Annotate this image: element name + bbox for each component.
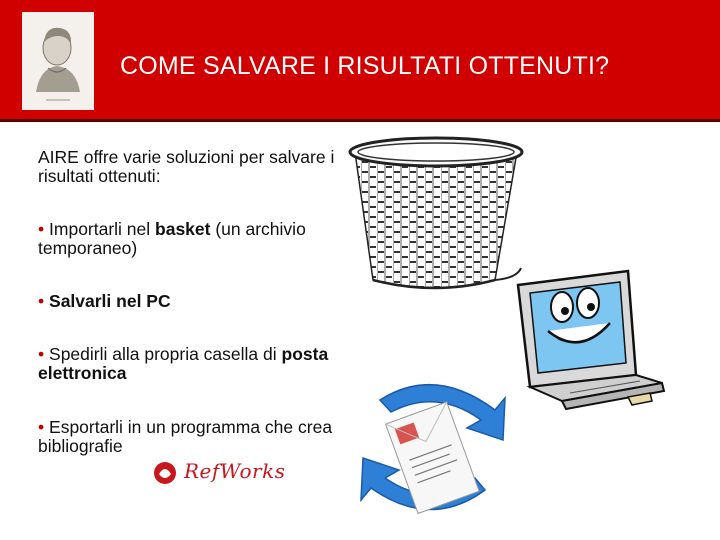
item-bold: basket — [155, 219, 211, 239]
item-text: (un archivio temporaneo) — [38, 219, 306, 258]
mail-icon — [345, 370, 520, 535]
bullet-icon: • — [38, 344, 45, 364]
laptop-icon — [510, 265, 670, 425]
item-text: Esportarli in un programma che crea bibliografie — [38, 417, 333, 456]
refworks-mark-icon — [150, 458, 180, 488]
refworks-logo-text: RefWorks — [184, 459, 286, 483]
list-item — [38, 418, 358, 456]
bullet-icon: • — [38, 219, 45, 239]
list-item — [38, 292, 358, 311]
list-item — [38, 345, 358, 383]
refworks-logo — [146, 458, 301, 490]
item-bold: Salvarli nel PC — [49, 291, 171, 311]
bullet-icon: • — [38, 291, 45, 311]
slide-title: COME SALVARE I RISULTATI OTTENUTI? — [120, 52, 610, 80]
bullet-icon: • — [38, 417, 45, 437]
slide-header — [0, 0, 720, 122]
item-bold: posta elettronica — [38, 344, 329, 383]
item-text: Spedirli alla propria casella di — [49, 344, 282, 364]
portrait-icon — [22, 12, 94, 110]
list-item — [38, 220, 358, 258]
basket-icon — [345, 130, 530, 295]
intro-text: AIRE offre varie soluzioni per salvare i risultati ottenuti: — [38, 147, 335, 186]
item-text: Importarli nel — [49, 219, 156, 239]
